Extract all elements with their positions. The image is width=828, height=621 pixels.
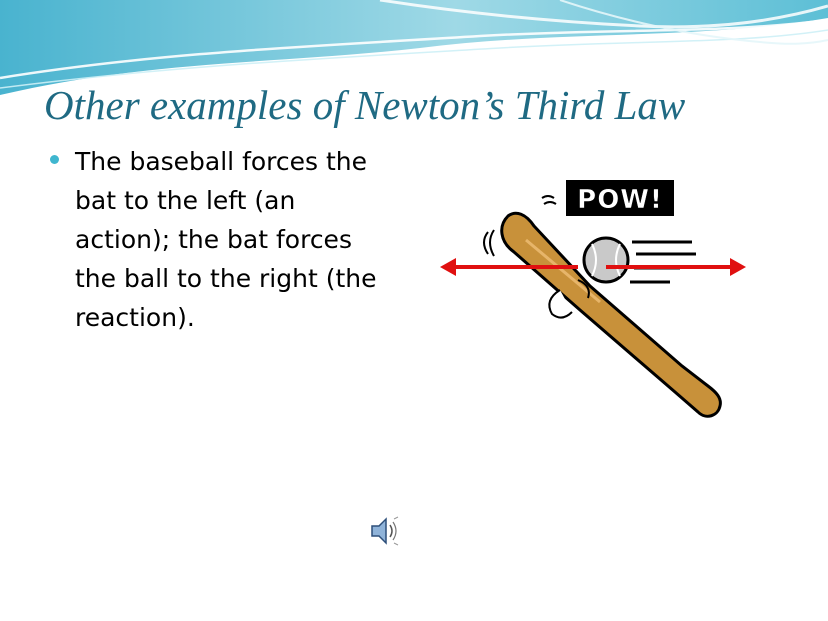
bullet-dot-icon — [50, 155, 59, 164]
pow-text: POW! — [577, 185, 663, 215]
bat-and-ball-illustration — [430, 170, 770, 440]
pow-badge — [566, 180, 674, 216]
slide-title: Other examples of Newton’s Third Law — [44, 82, 686, 128]
bullet-list — [44, 142, 389, 337]
bullet-item — [44, 142, 389, 337]
speed-lines — [630, 242, 696, 282]
bullet-text: The baseball forces the bat to the left (an action); the bat forces the ball to the right (the reaction). — [75, 147, 377, 332]
speaker-icon[interactable] — [368, 514, 402, 548]
baseball-icon — [584, 238, 628, 282]
